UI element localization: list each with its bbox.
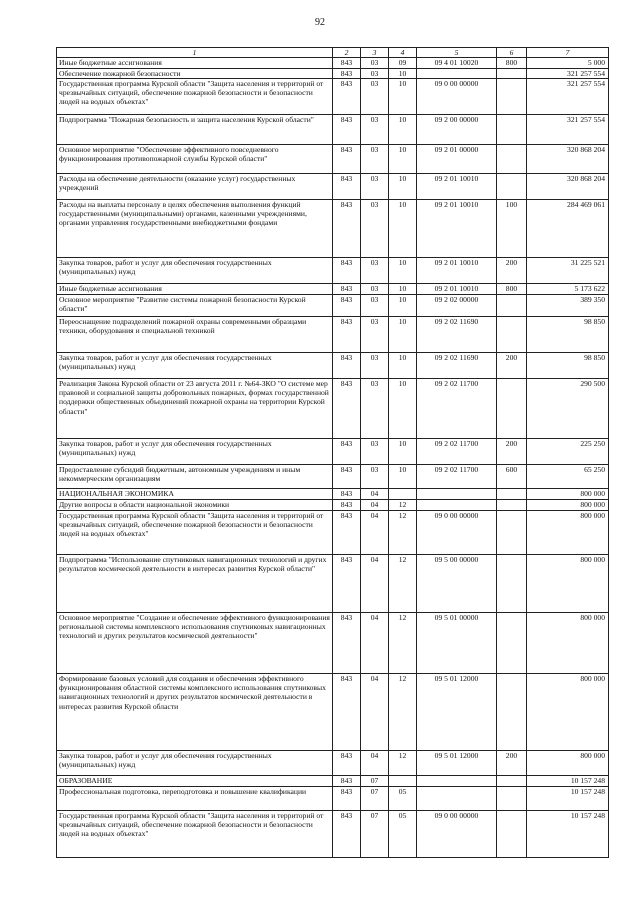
row-name: ОБРАЗОВАНИЕ: [57, 775, 333, 786]
row-section: 03: [361, 464, 389, 488]
row-subsection: 12: [389, 499, 417, 510]
row-subsection: 12: [389, 750, 417, 775]
row-subsection: 10: [389, 68, 417, 78]
row-amount: 65 250: [527, 464, 609, 488]
row-expense-type: [497, 68, 527, 78]
row-target-article: 09 2 02 11700: [417, 464, 497, 488]
row-section: 03: [361, 199, 389, 257]
row-subsection: 12: [389, 673, 417, 750]
row-amount: 10 157 248: [527, 810, 609, 857]
row-expense-type: [497, 173, 527, 199]
row-section: 07: [361, 810, 389, 857]
row-name: Основное мероприятие "Развитие системы пожарной безопасности Курской области": [57, 294, 333, 316]
row-name: Иные бюджетные ассигнования: [57, 58, 333, 68]
row-amount: 800 000: [527, 488, 609, 499]
row-admin: 843: [333, 750, 361, 775]
row-amount: 800 000: [527, 612, 609, 673]
row-name: НАЦИОНАЛЬНАЯ ЭКОНОМИКА: [57, 488, 333, 499]
table-row: [57, 294, 609, 316]
row-expense-type: [497, 378, 527, 438]
row-admin: 843: [333, 283, 361, 294]
row-expense-type: 800: [497, 58, 527, 68]
table-row: [57, 750, 609, 775]
row-section: 04: [361, 488, 389, 499]
row-expense-type: [497, 114, 527, 144]
row-name: Подпрограмма "Использование спутниковых навигационных технологий и других результатов космической деятельности в интересах развития Курской области": [57, 554, 333, 612]
row-section: 07: [361, 786, 389, 810]
row-expense-type: 800: [497, 283, 527, 294]
row-subsection: 10: [389, 283, 417, 294]
row-expense-type: [497, 673, 527, 750]
row-subsection: 10: [389, 144, 417, 173]
row-target-article: 09 5 00 00000: [417, 554, 497, 612]
row-subsection: 10: [389, 378, 417, 438]
row-expense-type: 200: [497, 352, 527, 378]
table-row: [57, 554, 609, 612]
budget-table: [56, 47, 609, 858]
row-name: Профессиональная подготовка, переподготовка и повышение квалификации: [57, 786, 333, 810]
row-target-article: 09 0 00 00000: [417, 510, 497, 554]
row-admin: 843: [333, 510, 361, 554]
row-target-article: [417, 68, 497, 78]
row-amount: 800 000: [527, 499, 609, 510]
column-header: 6: [497, 48, 527, 58]
row-target-article: 09 2 01 10010: [417, 283, 497, 294]
row-name: Основное мероприятие "Создание и обеспечение эффективного функционирования региональной системы комплексного использования спутниковых навигационных технологий и других результатов космической деятельности": [57, 612, 333, 673]
row-admin: 843: [333, 68, 361, 78]
row-admin: 843: [333, 499, 361, 510]
table-row: [57, 673, 609, 750]
column-header: 1: [57, 48, 333, 58]
row-target-article: 09 2 01 00000: [417, 144, 497, 173]
row-admin: 843: [333, 438, 361, 464]
column-header: 7: [527, 48, 609, 58]
row-section: 03: [361, 257, 389, 283]
row-subsection: 10: [389, 438, 417, 464]
row-amount: 320 868 204: [527, 144, 609, 173]
row-amount: 10 157 248: [527, 786, 609, 810]
row-name: Переоснащение подразделений пожарной охраны современными образцами техники, оборудования и специальной техникой: [57, 316, 333, 352]
row-section: 07: [361, 775, 389, 786]
row-target-article: [417, 488, 497, 499]
row-amount: 31 225 521: [527, 257, 609, 283]
row-admin: 843: [333, 173, 361, 199]
row-section: 03: [361, 68, 389, 78]
row-admin: 843: [333, 786, 361, 810]
row-admin: 843: [333, 144, 361, 173]
table-row: [57, 114, 609, 144]
table-row: [57, 144, 609, 173]
row-section: 03: [361, 173, 389, 199]
row-expense-type: [497, 78, 527, 114]
row-expense-type: [497, 316, 527, 352]
row-name: Подпрограмма "Пожарная безопасность и защита населения Курской области": [57, 114, 333, 144]
row-target-article: 09 4 01 10020: [417, 58, 497, 68]
row-subsection: 10: [389, 464, 417, 488]
row-name: Закупка товаров, работ и услуг для обеспечения государственных (муниципальных) нужд: [57, 438, 333, 464]
row-target-article: 09 5 01 12000: [417, 750, 497, 775]
row-amount: 10 157 248: [527, 775, 609, 786]
row-admin: 843: [333, 810, 361, 857]
row-subsection: 05: [389, 810, 417, 857]
row-admin: 843: [333, 612, 361, 673]
row-expense-type: [497, 294, 527, 316]
row-subsection: [389, 775, 417, 786]
row-admin: 843: [333, 673, 361, 750]
row-expense-type: [497, 510, 527, 554]
row-target-article: 09 0 00 00000: [417, 78, 497, 114]
row-expense-type: [497, 499, 527, 510]
row-subsection: 10: [389, 316, 417, 352]
row-amount: 321 257 554: [527, 68, 609, 78]
table-row: [57, 283, 609, 294]
row-expense-type: 100: [497, 199, 527, 257]
row-amount: 800 000: [527, 510, 609, 554]
row-section: 03: [361, 283, 389, 294]
row-subsection: 10: [389, 114, 417, 144]
table-row: [57, 68, 609, 78]
column-header: 4: [389, 48, 417, 58]
row-admin: 843: [333, 58, 361, 68]
column-header: 2: [333, 48, 361, 58]
row-target-article: 09 2 02 11700: [417, 438, 497, 464]
row-amount: 284 469 061: [527, 199, 609, 257]
table-row: [57, 438, 609, 464]
table-row: [57, 499, 609, 510]
row-amount: 321 257 554: [527, 78, 609, 114]
row-admin: 843: [333, 554, 361, 612]
row-section: 04: [361, 554, 389, 612]
row-target-article: 09 2 01 10010: [417, 199, 497, 257]
row-name: Закупка товаров, работ и услуг для обеспечения государственных (муниципальных) нужд: [57, 750, 333, 775]
row-admin: 843: [333, 114, 361, 144]
row-admin: 843: [333, 488, 361, 499]
row-expense-type: 200: [497, 750, 527, 775]
table-row: [57, 464, 609, 488]
row-amount: 98 850: [527, 316, 609, 352]
row-amount: 800 000: [527, 673, 609, 750]
row-target-article: 09 2 00 00000: [417, 114, 497, 144]
row-admin: 843: [333, 378, 361, 438]
column-header: 3: [361, 48, 389, 58]
row-subsection: 10: [389, 78, 417, 114]
row-expense-type: 600: [497, 464, 527, 488]
row-amount: 800 000: [527, 750, 609, 775]
row-section: 04: [361, 673, 389, 750]
row-section: 03: [361, 58, 389, 68]
table-row: [57, 510, 609, 554]
row-subsection: 10: [389, 173, 417, 199]
row-section: 03: [361, 294, 389, 316]
table-row: [57, 316, 609, 352]
row-name: Закупка товаров, работ и услуг для обеспечения государственных (муниципальных) нужд: [57, 257, 333, 283]
row-expense-type: [497, 612, 527, 673]
row-section: 03: [361, 114, 389, 144]
row-target-article: 09 2 02 00000: [417, 294, 497, 316]
row-name: Обеспечение пожарной безопасности: [57, 68, 333, 78]
row-section: 03: [361, 78, 389, 114]
table-row: [57, 612, 609, 673]
table-row: [57, 352, 609, 378]
table-row: [57, 488, 609, 499]
row-expense-type: [497, 554, 527, 612]
table-row: [57, 199, 609, 257]
row-amount: 98 850: [527, 352, 609, 378]
row-name: Закупка товаров, работ и услуг для обеспечения государственных (муниципальных) нужд: [57, 352, 333, 378]
row-expense-type: [497, 488, 527, 499]
row-name: Государственная программа Курской области "Защита населения и территорий от чрезвычайных ситуаций, обеспечение пожарной безопасности и безопасности людей на водных объектах": [57, 510, 333, 554]
row-subsection: 12: [389, 554, 417, 612]
row-expense-type: [497, 144, 527, 173]
row-subsection: 12: [389, 612, 417, 673]
row-section: 04: [361, 499, 389, 510]
row-name: Расходы на обеспечение деятельности (оказание услуг) государственных учреждений: [57, 173, 333, 199]
table-row: [57, 257, 609, 283]
row-section: 04: [361, 750, 389, 775]
column-header: 5: [417, 48, 497, 58]
row-amount: 225 250: [527, 438, 609, 464]
row-section: 03: [361, 438, 389, 464]
row-amount: 290 500: [527, 378, 609, 438]
row-admin: 843: [333, 352, 361, 378]
table-row: [57, 810, 609, 857]
row-name: Государственная программа Курской области "Защита населения и территорий от чрезвычайных ситуаций, обеспечение пожарной безопасности и безопасности людей на водных объектах": [57, 810, 333, 857]
row-name: Формирование базовых условий для создания и обеспечения эффективного функционирования областной системы комплексного использования спутниковых навигационных технологий и других результатов космической деятельности в интересах развития Курской области: [57, 673, 333, 750]
row-admin: 843: [333, 316, 361, 352]
row-amount: 5 000: [527, 58, 609, 68]
row-subsection: [389, 488, 417, 499]
row-section: 03: [361, 316, 389, 352]
row-name: Предоставление субсидий бюджетным, автономным учреждениям и иным некоммерческим организациям: [57, 464, 333, 488]
row-expense-type: 200: [497, 438, 527, 464]
row-admin: 843: [333, 199, 361, 257]
row-admin: 843: [333, 464, 361, 488]
row-admin: 843: [333, 775, 361, 786]
table-row: [57, 173, 609, 199]
row-amount: 321 257 554: [527, 114, 609, 144]
column-number-row: [57, 48, 609, 58]
row-expense-type: [497, 775, 527, 786]
table-row: [57, 58, 609, 68]
row-section: 04: [361, 612, 389, 673]
row-admin: 843: [333, 78, 361, 114]
row-admin: 843: [333, 257, 361, 283]
row-name: Расходы на выплаты персоналу в целях обеспечения выполнения функций государственными (муниципальными) органами, казенными учреждениями, органами управления государственными внебюджетными фондами: [57, 199, 333, 257]
row-amount: 320 868 204: [527, 173, 609, 199]
table-row: [57, 786, 609, 810]
row-target-article: 09 2 01 10010: [417, 173, 497, 199]
row-target-article: 09 2 02 11690: [417, 352, 497, 378]
row-section: 03: [361, 378, 389, 438]
row-target-article: 09 2 02 11700: [417, 378, 497, 438]
row-subsection: 12: [389, 510, 417, 554]
row-target-article: 09 5 01 00000: [417, 612, 497, 673]
row-name: Государственная программа Курской области "Защита населения и территорий от чрезвычайных ситуаций, обеспечение пожарной безопасности и безопасности людей на водных объектах": [57, 78, 333, 114]
row-name: Иные бюджетные ассигнования: [57, 283, 333, 294]
row-expense-type: 200: [497, 257, 527, 283]
row-name: Другие вопросы в области национальной экономики: [57, 499, 333, 510]
row-amount: 5 173 622: [527, 283, 609, 294]
table-row: [57, 378, 609, 438]
row-subsection: 10: [389, 199, 417, 257]
row-expense-type: [497, 786, 527, 810]
row-subsection: 10: [389, 257, 417, 283]
row-subsection: 05: [389, 786, 417, 810]
row-amount: 800 000: [527, 554, 609, 612]
row-section: 03: [361, 352, 389, 378]
row-admin: 843: [333, 294, 361, 316]
row-target-article: [417, 786, 497, 810]
row-target-article: [417, 499, 497, 510]
row-target-article: 09 0 00 00000: [417, 810, 497, 857]
row-section: 04: [361, 510, 389, 554]
row-section: 03: [361, 144, 389, 173]
page-number: 92: [315, 17, 325, 28]
row-target-article: 09 5 01 12000: [417, 673, 497, 750]
row-target-article: 09 2 02 11690: [417, 316, 497, 352]
row-name: Основное мероприятие "Обеспечение эффективного повседневного функционирования противопожарной службы Курской области": [57, 144, 333, 173]
table-row: [57, 78, 609, 114]
row-expense-type: [497, 810, 527, 857]
row-name: Реализация Закона Курской области от 23 августа 2011 г. №64-ЗКО "О системе мер правовой и социальной защиты добровольных пожарных, формах государственной поддержки общественных объединений пожарной охраны на территории Курской области": [57, 378, 333, 438]
row-subsection: 10: [389, 352, 417, 378]
row-target-article: 09 2 01 10010: [417, 257, 497, 283]
row-target-article: [417, 775, 497, 786]
row-amount: 389 350: [527, 294, 609, 316]
table-row: [57, 775, 609, 786]
row-subsection: 09: [389, 58, 417, 68]
row-subsection: 10: [389, 294, 417, 316]
